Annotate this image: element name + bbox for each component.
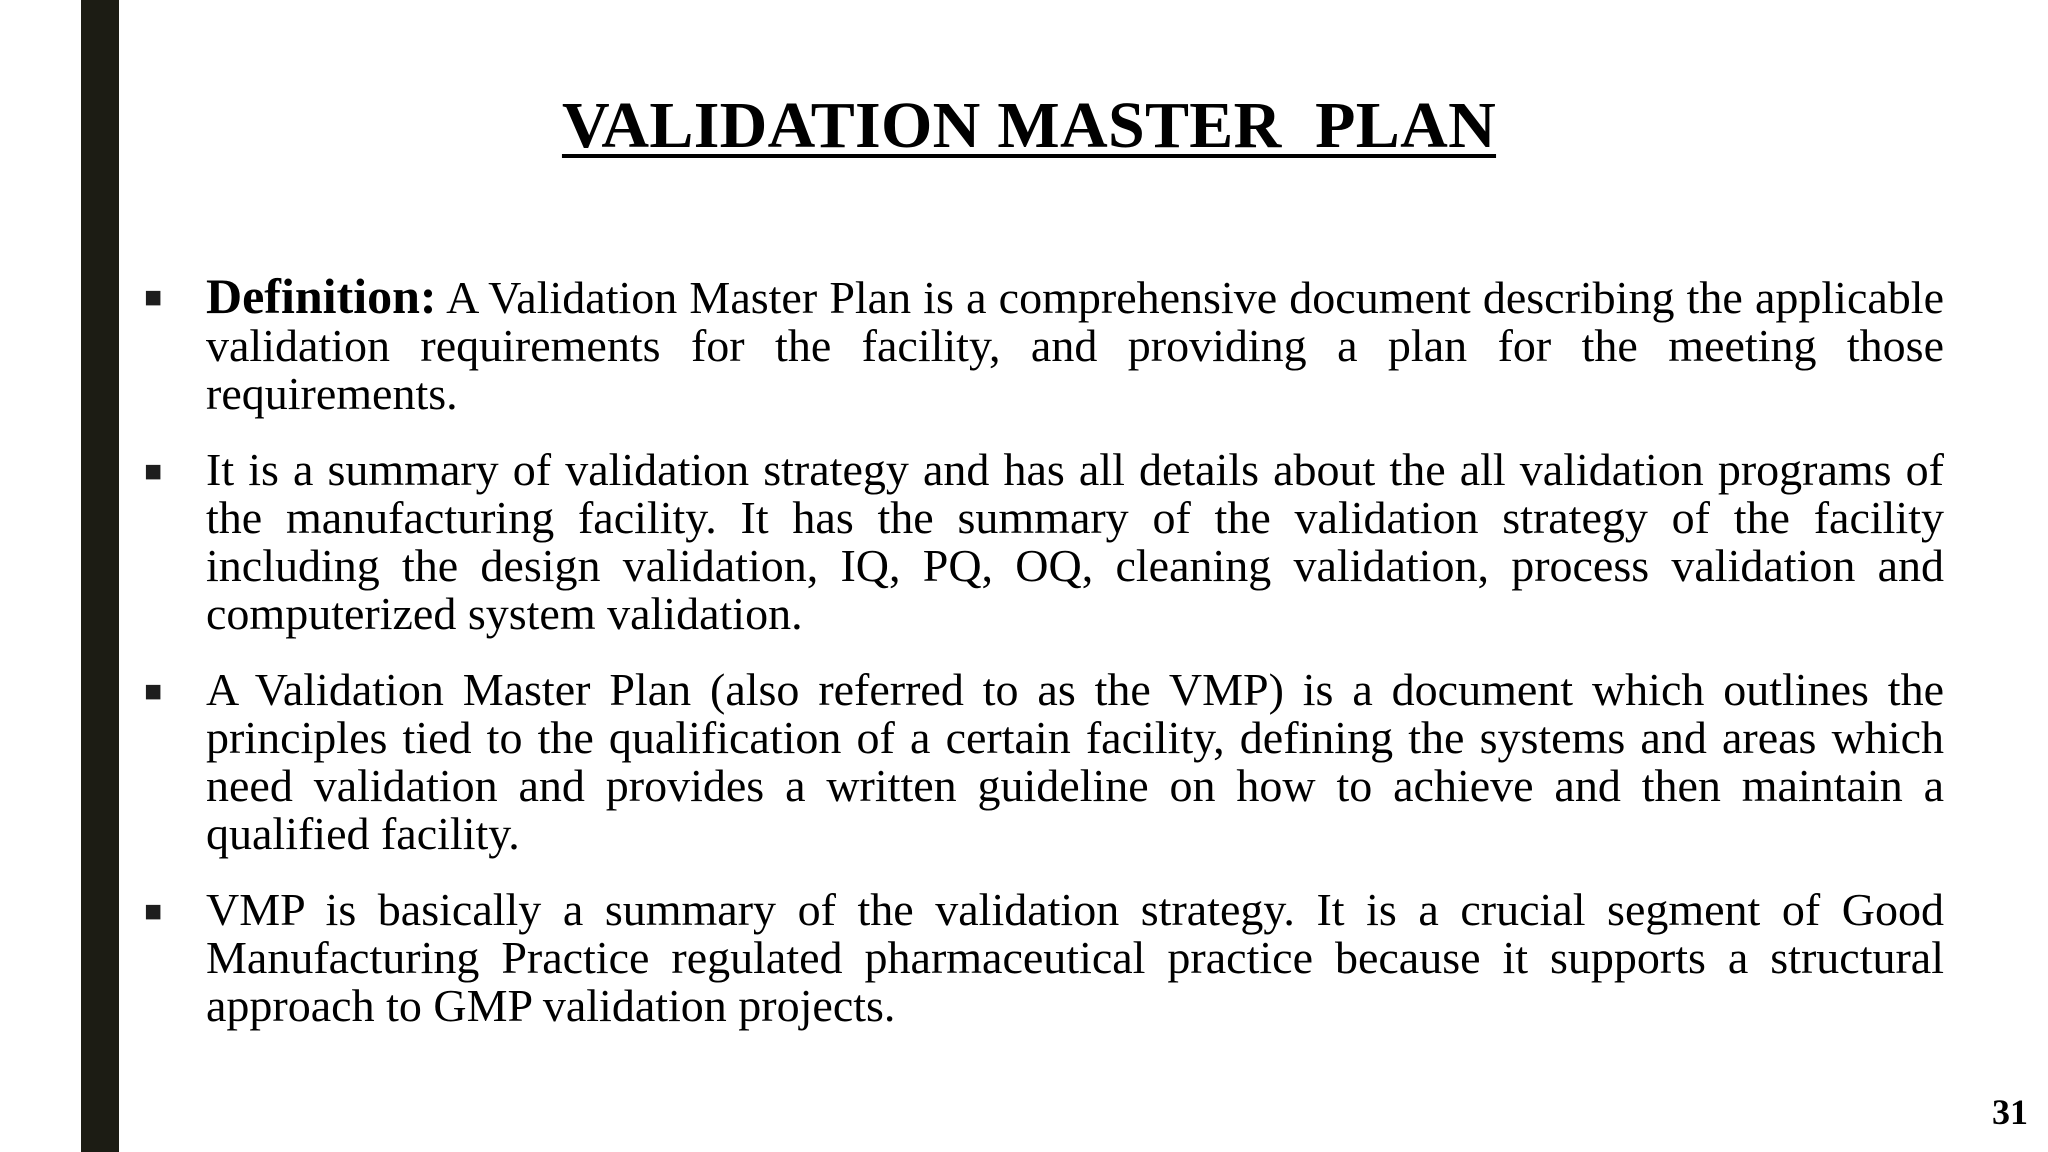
bullet-text-summary: It is a summary of validation strategy and has all details about the all validation programs of the manufacturing facility. It has the summary of the validation strategy of the facility including the design validation, IQ, PQ, OQ, cleaning validation, process validation and computerized system validation.: [206, 444, 1944, 639]
bullet-text-gmp: VMP is basically a summary of the validation strategy. It is a crucial segment of Good Manufacturing Practice regulated pharmaceutical practice because it supports a structural approach to GMP validation projects.: [206, 884, 1944, 1031]
bullet-list: [144, 268, 1944, 1058]
definition-term: Definition:: [206, 268, 437, 324]
slide-title: VALIDATION MASTER PLAN: [561, 89, 1497, 162]
definition-text: A Validation Master Plan is a comprehensive document describing the applicable validation requirements for the facility, and providing a plan for the meeting those requirements.: [206, 272, 1944, 419]
left-accent-bar: [81, 0, 119, 1152]
bullet-text-definition: [206, 268, 1944, 419]
slide-title-container: [0, 86, 2048, 166]
list-item: [144, 268, 1944, 419]
square-bullet-icon: ■: [144, 455, 163, 488]
square-bullet-icon: ■: [144, 675, 163, 708]
bullet-text-vmp-document: A Validation Master Plan (also referred to as the VMP) is a document which outlines the principles tied to the qualification of a certain facility, defining the systems and areas which need validation and provides a written guideline on how to achieve and then maintain a qualified facility.: [206, 664, 1944, 859]
square-bullet-icon: ■: [144, 895, 163, 928]
list-item: [144, 886, 1944, 1030]
square-bullet-icon: ■: [144, 281, 163, 314]
page-number: 31: [1992, 1092, 2028, 1132]
list-item: [144, 446, 1944, 638]
list-item: [144, 666, 1944, 858]
